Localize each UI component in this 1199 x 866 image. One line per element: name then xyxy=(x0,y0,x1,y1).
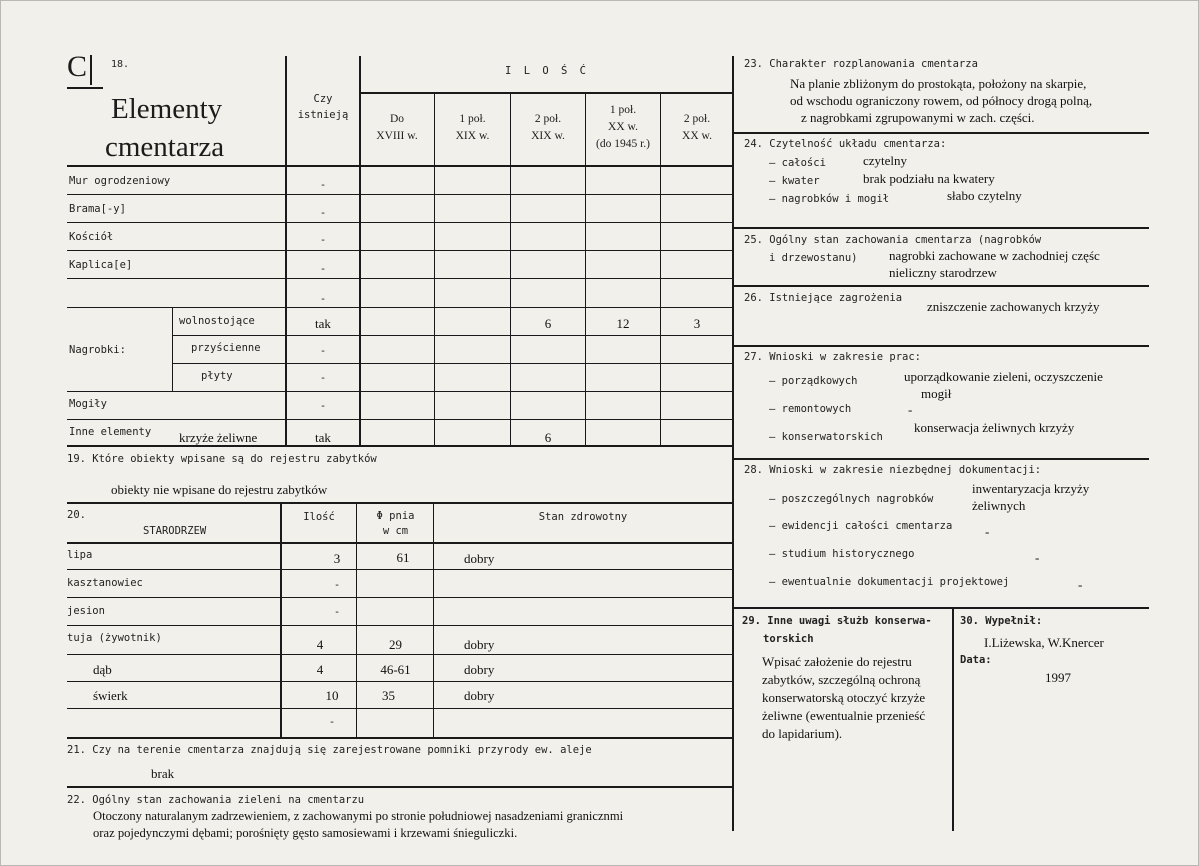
q23-line2: od wschodu ograniczony rowem, od północy drogą polną, xyxy=(790,93,1093,108)
tree-row-sep xyxy=(67,597,734,598)
q24-row-value: słabo czytelny xyxy=(947,188,1022,203)
nagrobki-przyscienne-exists: - xyxy=(319,345,327,357)
row-exists-brama: - xyxy=(319,207,327,219)
q23-line1: Na planie zbliżonym do prostokąta, położony na skarpie, xyxy=(790,76,1087,91)
q28-row-value: - xyxy=(1078,577,1083,592)
q24-row-label: — kwater xyxy=(769,175,820,187)
nagrobki-wolnostojace: wolnostojące xyxy=(179,315,255,327)
nagrobki-plyty: płyty xyxy=(201,370,233,382)
q20-col-fi: Φ pnia w cm xyxy=(376,510,415,537)
q30-label: 30. Wypełnił: xyxy=(960,615,1043,627)
q23-label: 23. Charakter rozplanowania cmentarza xyxy=(744,58,978,70)
tree-name-lipa: lipa xyxy=(67,549,93,561)
q29-answer-line: konserwatorską otoczyć krzyże xyxy=(762,690,926,705)
tree-qty-tuja: 4 xyxy=(316,637,324,652)
q22-answer-line1: Otoczony naturalanym zadrzewieniem, z zachowanymi po stronie południowej nasadzeniami granicznmi xyxy=(93,809,624,823)
nagrobki-wolnostojace-exists: tak xyxy=(315,316,331,331)
row-sep xyxy=(67,419,734,420)
row-sep xyxy=(67,278,734,279)
q29-label-line2: torskich xyxy=(763,633,814,645)
tree-qty-blank: - xyxy=(328,716,336,728)
q27-row-label: — konserwatorskich xyxy=(769,431,883,443)
q22-label: 22. Ogólny stan zachowania zieleni na cmentarzu xyxy=(67,794,365,806)
col-header-c4: 1 poł. XX w. (do 1945 r.) xyxy=(596,104,650,150)
tree-state-dab: dobry xyxy=(464,662,495,677)
letter-bar xyxy=(90,55,92,85)
q29-q30-divider xyxy=(952,607,954,831)
q28-row-value: inwentaryzacja krzyży xyxy=(972,481,1090,496)
row-value-inne: krzyże żeliwne xyxy=(179,430,258,445)
col-header-c5: 2 poł. XX w. xyxy=(682,113,712,142)
q19-answer: obiekty nie wpisane do rejestru zabytków xyxy=(111,482,328,497)
row-label-kaplica: Kaplica[e] xyxy=(69,259,133,271)
row-sep xyxy=(67,222,734,223)
row-exists-inne: tak xyxy=(315,430,331,445)
col-header-c2: 1 poł. XIX w. xyxy=(455,113,490,142)
tree-state-swierk: dobry xyxy=(464,688,495,703)
q29-answer-line: Wpisać założenie do rejestru xyxy=(762,654,912,669)
q28-row-label: — studium historycznego xyxy=(769,548,915,560)
row-sep xyxy=(172,363,734,364)
q24-label: 24. Czytelność układu cmentarza: xyxy=(744,138,947,150)
tree-qty-dab: 4 xyxy=(316,662,324,677)
tree-state-tuja: dobry xyxy=(464,637,495,652)
q23-bottom xyxy=(734,132,1149,134)
nagrobki-label: Nagrobki: xyxy=(69,344,126,356)
tree-state-lipa: dobry xyxy=(464,551,495,566)
q24-row-label: — nagrobków i mogił xyxy=(769,193,890,205)
header-bottom xyxy=(67,165,734,167)
tree-qty-kasztanowiec: - xyxy=(333,579,341,591)
nagrobki-przyscienne: przyścienne xyxy=(191,342,261,354)
q24-row-label: — całości xyxy=(769,157,826,169)
q23-line3: z nagrobkami zgrupowanymi w zach. części. xyxy=(801,110,1035,125)
q25-bottom xyxy=(734,285,1149,287)
tree-diam-lipa: 61 xyxy=(396,550,410,565)
q27-row-value2: mogił xyxy=(921,386,952,401)
header-istnieja: istnieją xyxy=(297,109,349,121)
tree-diam-dab: 46-61 xyxy=(380,662,411,677)
tree-diam-tuja: 29 xyxy=(389,637,402,652)
tree-row-sep xyxy=(67,708,734,709)
q28-row-label: — poszczególnych nagrobków xyxy=(769,493,934,505)
q27-row-label: — porządkowych xyxy=(769,375,858,387)
col-header-c1: Do XVIII w. xyxy=(376,113,418,142)
q22-answer-line2: oraz pojedynczymi dębami; porośnięty gęsto samosiewami i krzewami śnieguliczki. xyxy=(93,826,518,840)
q29-answer xyxy=(762,653,951,743)
row-sep xyxy=(67,250,734,251)
q28-row-label: — ewentualnie dokumentacji projektowej xyxy=(769,576,1010,588)
q28-row-value: - xyxy=(985,524,990,539)
q26-label: 26. Istniejące zagrożenia xyxy=(744,292,903,304)
q28-label: 28. Wnioski w zakresie niezbędnej dokumentacji: xyxy=(744,464,1042,476)
q28-row-value: - xyxy=(1035,550,1040,565)
q21-bottom xyxy=(67,786,734,788)
tree-row-sep xyxy=(67,569,734,570)
q27-row-value: - xyxy=(908,402,913,417)
q29-label-line1: 29. Inne uwagi służb konserwa- xyxy=(742,615,932,627)
q29-answer-line: do lapidarium). xyxy=(762,726,843,741)
page-title-line2: cmentarza xyxy=(105,131,225,163)
tree-row-sep xyxy=(67,654,734,655)
tree-row-sep xyxy=(67,625,734,626)
header-czy: Czy xyxy=(313,93,333,105)
tree-row-sep xyxy=(67,681,734,682)
q24-bottom xyxy=(734,227,1149,229)
page-title-line1: Elementy xyxy=(111,93,223,125)
row-exists-mur: - xyxy=(319,179,327,191)
q21-label: 21. Czy na terenie cmentarza znajdują się zarejestrowane pomniki przyrody ew. aleje xyxy=(67,744,592,756)
nagrobki-divider xyxy=(172,307,173,391)
tree-qty-jesion: - xyxy=(333,606,341,618)
q30-date-label: Data: xyxy=(960,654,992,666)
tree-qty-lipa: 3 xyxy=(333,551,341,566)
row-exists-mogily: - xyxy=(319,400,327,412)
q25-label-line1: 25. Ogólny stan zachowania cmentarza (nagrobków xyxy=(744,234,1042,246)
q20-number: 20. xyxy=(67,509,86,521)
row-label-inne: Inne elementy xyxy=(69,426,152,438)
row-sep xyxy=(67,194,734,195)
q24-row-value: czytelny xyxy=(863,153,908,168)
header-ilosc: I L O Ś Ć xyxy=(505,65,589,77)
q27-label: 27. Wnioski w zakresie prac: xyxy=(744,351,922,363)
q25-line1: nagrobki zachowane w zachodniej częśc xyxy=(889,248,1100,263)
tree-name-swierk: świerk xyxy=(93,688,128,703)
row-label-mogily: Mogiły xyxy=(69,398,107,410)
table-bottom xyxy=(67,445,734,447)
q20-col-ilosc: Ilość xyxy=(303,511,335,523)
q30-name: I.Liżewska, W.Knercer xyxy=(984,635,1104,650)
q26-answer: zniszczenie zachowanych krzyży xyxy=(927,299,1100,314)
row-sep xyxy=(67,391,734,392)
q30-date: 1997 xyxy=(1045,670,1071,685)
nagrobki-plyty-exists: - xyxy=(319,372,327,384)
row-sep xyxy=(67,307,734,308)
section-letter: C xyxy=(67,50,88,83)
q20-title: STARODRZEW xyxy=(143,525,207,537)
nagrobki-wolnostojace-c3: 6 xyxy=(544,316,552,331)
row-inne-c3: 6 xyxy=(544,430,552,445)
col-divider-c2 xyxy=(434,93,435,445)
tree-qty-swierk: 10 xyxy=(325,688,339,703)
q19-bottom xyxy=(67,502,734,504)
row-sep xyxy=(172,335,734,336)
tree-bottom xyxy=(67,737,734,739)
row-label-mur: Mur ogrodzeniowy xyxy=(69,175,171,187)
nagrobki-wolnostojace-c5: 3 xyxy=(693,316,701,331)
row-label-brama: Brama[-y] xyxy=(69,203,126,215)
ilosc-underline xyxy=(359,92,734,94)
q27-row-value: konserwacja żeliwnych krzyży xyxy=(914,420,1075,435)
q25-line2: nieliczny starodrzew xyxy=(889,265,997,280)
q28-row-value2: żeliwnych xyxy=(972,498,1026,513)
q27-row-label: — remontowych xyxy=(769,403,852,415)
tree-name-kasztanowiec: kasztanowiec xyxy=(67,577,143,589)
tree-diam-swierk: 35 xyxy=(382,688,395,703)
q29-answer-line: zabytków, szczególną ochroną xyxy=(762,672,921,687)
q27-row-value: uporządkowanie zieleni, oczyszczenie xyxy=(904,369,1103,384)
tree-col-divider xyxy=(433,502,434,738)
letter-underline xyxy=(67,87,103,89)
tree-name-jesion: jesion xyxy=(67,605,105,617)
q28-row-label: — ewidencji całości cmentarza xyxy=(769,520,953,532)
q24-row-value: brak podziału na kwatery xyxy=(863,171,995,186)
center-divider xyxy=(732,56,734,831)
col-divider-c5 xyxy=(660,93,661,445)
tree-header-bottom xyxy=(67,542,734,544)
q27-bottom xyxy=(734,458,1149,460)
q25-label-line2: i drzewostanu) xyxy=(769,252,858,264)
col-header-c3: 2 poł. XIX w. xyxy=(531,113,565,142)
row-label-kosciol: Kościół xyxy=(69,231,114,243)
row-exists-blank: - xyxy=(319,293,327,305)
q28-bottom xyxy=(734,607,1149,609)
q21-answer: brak xyxy=(151,766,175,781)
q29-answer-line: żeliwne (ewentualnie przenieść xyxy=(762,708,926,723)
q19-label: 19. Które obiekty wpisane są do rejestru zabytków xyxy=(67,453,377,465)
col-divider-c3 xyxy=(510,93,511,445)
nagrobki-wolnostojace-c4: 12 xyxy=(616,316,630,331)
q20-col-stan: Stan zdrowotny xyxy=(538,511,628,523)
q26-bottom xyxy=(734,345,1149,347)
tree-name-dab: dąb xyxy=(93,662,112,677)
tree-name-tuja: tuja (żywotnik) xyxy=(67,632,162,644)
row-exists-kaplica: - xyxy=(319,263,327,275)
section-number: 18. xyxy=(111,59,130,70)
row-exists-kosciol: - xyxy=(319,234,327,246)
